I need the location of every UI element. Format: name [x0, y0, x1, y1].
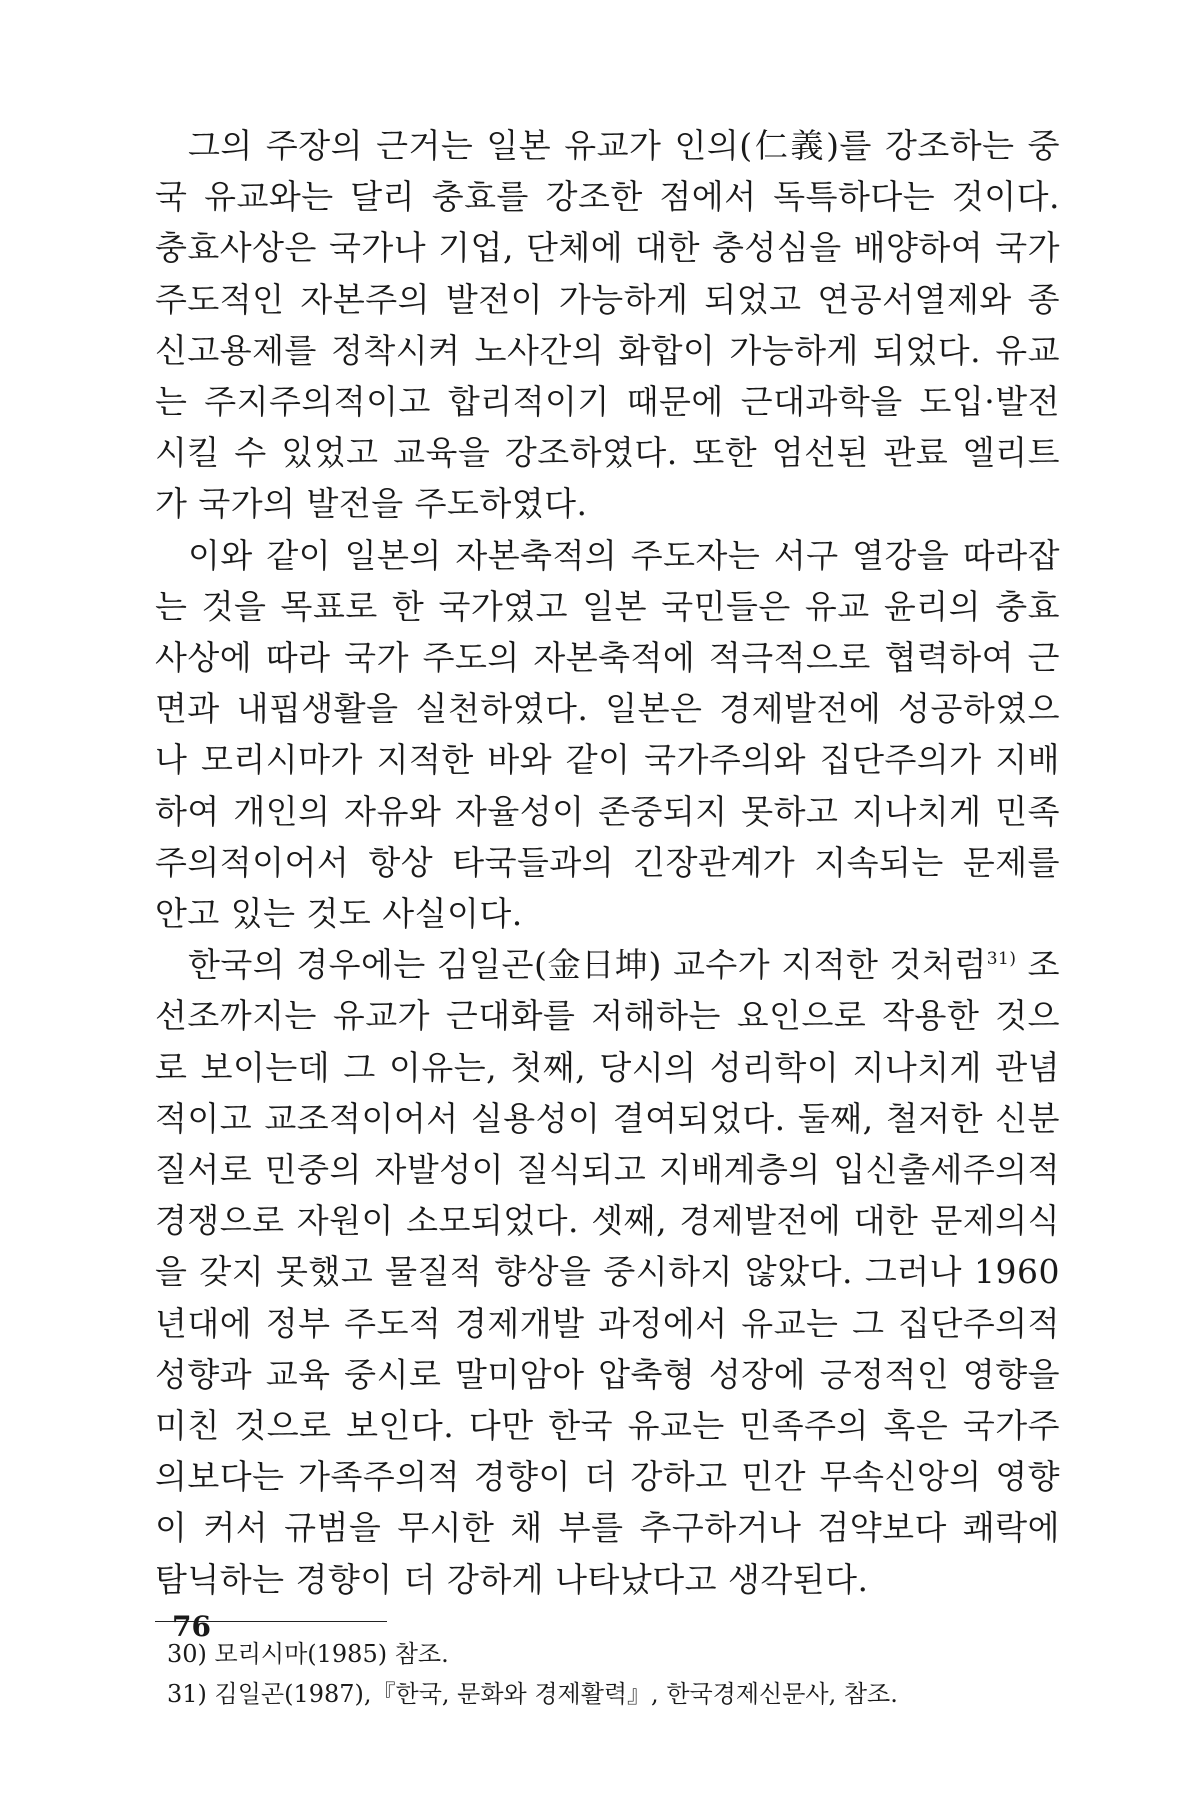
footnote-31: 31) 김일곤(1987),『한국, 문화와 경제활력』, 한국경제신문사, 참조.: [167, 1679, 898, 1708]
body-paragraph-3: [155, 939, 1060, 1605]
page-body: [155, 120, 1060, 1714]
paragraph-3-text-before-ref: 한국의 경우에는 김일곤(金日坤) 교수가 지적한 것처럼: [188, 945, 987, 985]
body-paragraph-1: 그의 주장의 근거는 일본 유교가 인의(仁義)를 강조하는 중국 유교와는 달리 충효를 강조한 점에서 독특하다는 것이다. 충효사상은 국가나 기업, 단체에 대한 충성심을 배양하여 국가 주도적인 자본주의 발전이 가능하게 되었고 연공서열제와 종신고용제를 정착시켜 노사간의 화합이 가능하게 되었다. 유교는 주지주의적이고 합리적이기 때문에 근대과학을 도입·발전시킬 수 있었고 교육을 강조하였다. 또한 엄선된 관료 엘리트가 국가의 발전을 주도하였다.: [155, 126, 1060, 524]
footnote-reference-31: 31): [986, 949, 1017, 970]
footnote-30: 30) 모리시마(1985) 참조.: [167, 1639, 449, 1668]
body-paragraph-2: 이와 같이 일본의 자본축적의 주도자는 서구 열강을 따라잡는 것을 목표로 한 국가였고 일본 국민들은 유교 윤리의 충효사상에 따라 국가 주도의 자본축적에 적극적으로 협력하여 근면과 내핍생활을 실천하였다. 일본은 경제발전에 성공하였으나 모리시마가 지적한 바와 같이 국가주의와 집단주의가 지배하여 개인의 자유와 자율성이 존중되지 못하고 지나치게 민족주의적이어서 항상 타국들과의 긴장관계가 지속되는 문제를 안고 있는 것도 사실이다.: [155, 535, 1060, 934]
page-number: 76: [172, 1610, 211, 1643]
paragraph-3-text-after-ref: 조선조까지는 유교가 근대화를 저해하는 요인으로 작용한 것으로 보이는데 그 이유는, 첫째, 당시의 성리학이 지나치게 관념적이고 교조적이어서 실용성이 결여되었다. 둘째, 철저한 신분질서로 민중의 자발성이 질식되고 지배계층의 입신출세주의적 경쟁으로 자원이 소모되었다. 셋째, 경제발전에 대한 문제의식을 갖지 못했고 물질적 향상을 중시하지 않았다. 그러나 1960년대에 정부 주도적 경제개발 과정에서 유교는 그 집단주의적 성향과 교육 중시로 말미암아 압축형 성장에 긍정적인 영향을 미친 것으로 보인다. 다만 한국 유교는 민족주의 혹은 국가주의보다는 가족주의적 경향이 더 강하고 민간 무속신앙의 영향이 커서 규범을 무시한 채 부를 추구하거나 검약보다 쾌락에 탐닉하는 경향이 더 강하게 나타났다고 생각된다.: [155, 945, 1060, 1599]
